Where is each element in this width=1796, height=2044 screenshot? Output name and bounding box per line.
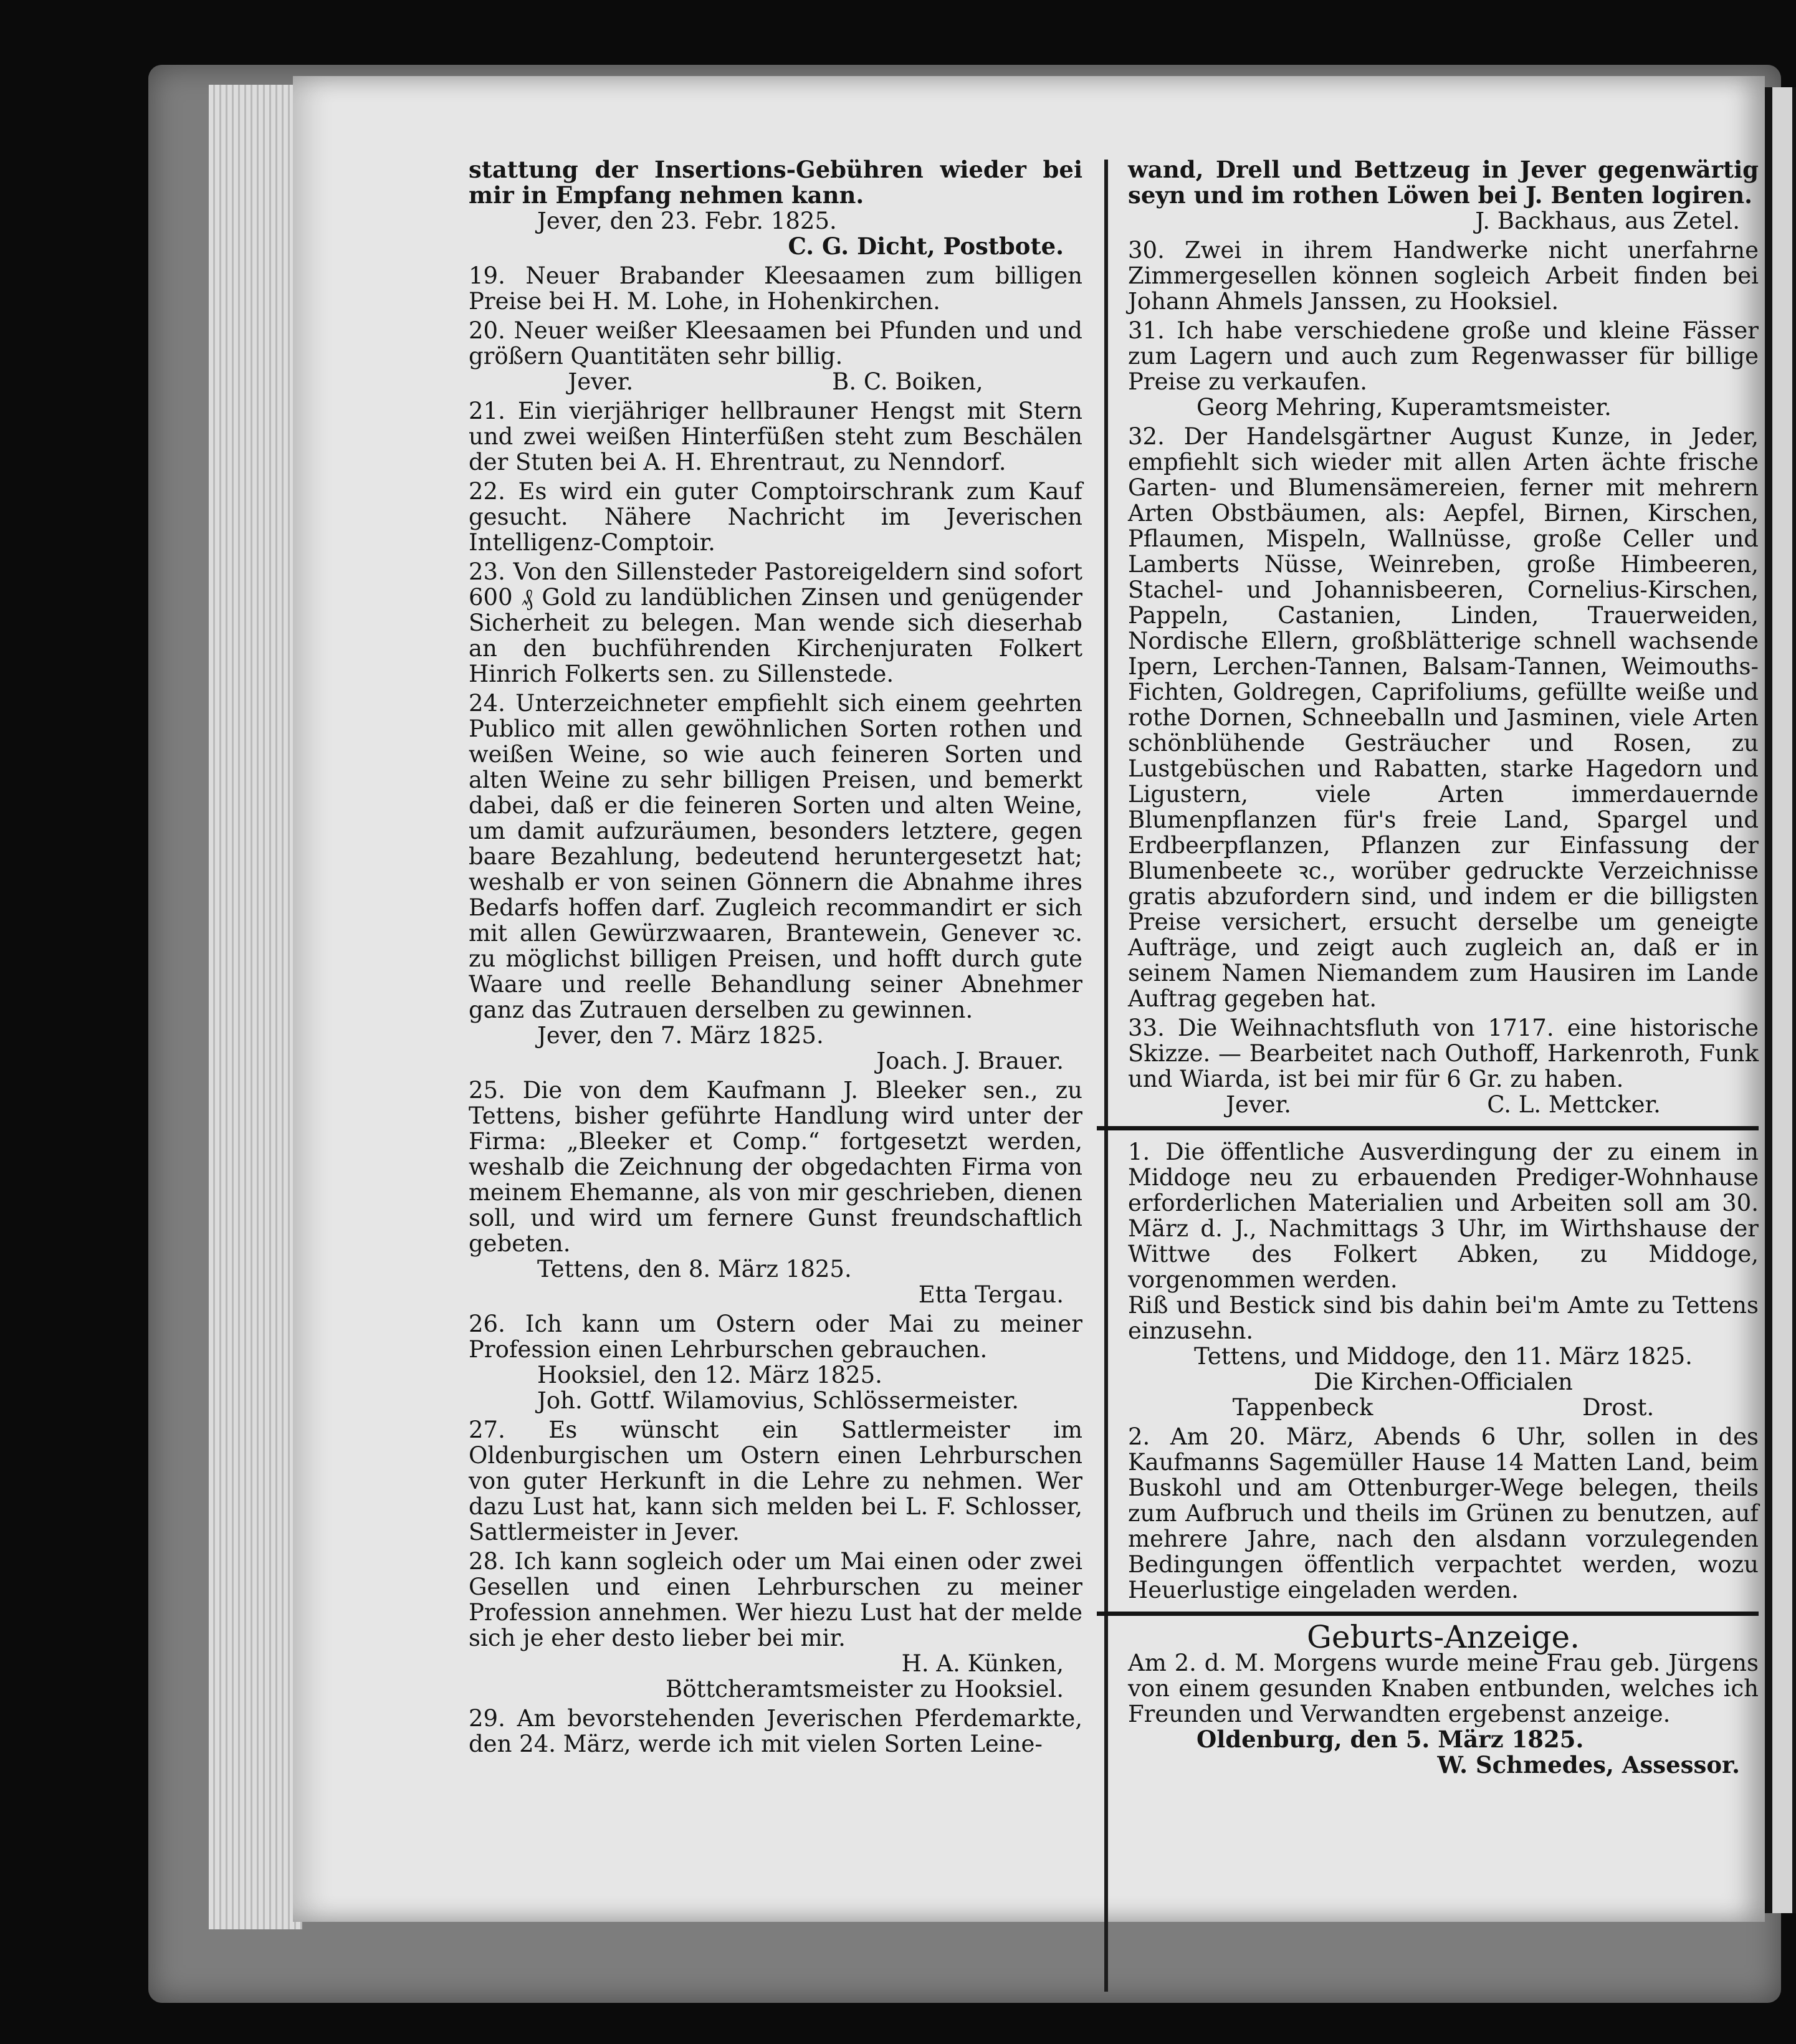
notice-place: Jever. <box>568 368 634 395</box>
notice-text: stattung der Insertions-Gebühren wieder bei mir in Empfang nehmen kann. <box>469 156 1082 209</box>
notice-text: 19. Neuer Brabander Kleesaamen zum billigen Preise bei H. M. Lohe, in Hohenkirchen. <box>469 262 1082 315</box>
notice-text: 32. Der Handelsgärtner August Kunze, in Jeder, empfiehlt sich wieder mit allen Arten ächte frische Garten- und Blumensämereien, ferner mit mehrern Arten Obstbäumen, als: Aepfel, Birnen, Kirschen, Pflaumen, Mispeln, Wallnüsse, große Celler und Lamberts Nüsse, Weinreben, große Himbeeren, Stachel- und Johannisbeeren, Cornelius-Kirschen, Pappeln, Castanien, Linden, Trauerweiden, Nordische Ellern, großblätterige schnell wachsende Ipern, Lerchen-Tannen, Balsam-Tannen, Weimouths-Fichten, Goldregen, Caprifoliums, gefüllte weiße und rothe Dornen, Schneeballn und Jasminen, viele Arten schönblühende Gesträucher und Rosen, zu Lustgebüschen und Rabatten, starke Hagedorn und Ligustern, viele Arten immerdauernde Blumenpflanzen für's freie Land, Spargel und Erdbeerpflanzen, Pflanzen zur Einfassung der Blumenbeete ꝛc., worüber gedruckte Verzeichnisse gratis abzufordern sind, und indem er die billigsten Preise versichert, ersucht derselbe um geneigte Aufträge, und zeigt auch zugleich an, daß er in seinem Namen Niemandem zum Hausiren im Lande Auftrag gegeben hat. <box>1128 423 1759 1012</box>
notice-text: Riß und Bestick sind bis dahin bei'm Amte zu Tettens einzusehn. <box>1128 1292 1759 1344</box>
notice-text: 20. Neuer weißer Kleesaamen bei Pfunden und und größern Quantitäten sehr billig. <box>469 317 1082 370</box>
notice-signature-title: Böttcheramtsmeister zu Hooksiel. <box>666 1676 1064 1703</box>
notice-text: 26. Ich kann um Ostern oder Mai zu meiner Profession einen Lehrburschen gebrauchen. <box>469 1311 1082 1363</box>
notice-27 <box>469 1417 1082 1545</box>
notice-place-date: Jever, den 23. Febr. 1825. <box>537 208 837 234</box>
notice-text: 2. Am 20. März, Abends 6 Uhr, sollen in des Kaufmanns Sagemüller Hause 14 Matten Land, beim Buskohl und am Ottenburger-Wege belegen, theils zum Aufbruch und theils im Grünen zu benutzen, auf mehrere Jahre, nach den alsdann vorzulegenden Bedingungen öffentlich verpachtet werden, wozu Heuerlustige eingeladen werden. <box>1128 1423 1759 1603</box>
notice-signers-title: Die Kirchen-Officialen <box>1314 1368 1573 1395</box>
right-column <box>1128 157 1759 1782</box>
notice-25 <box>469 1077 1082 1307</box>
notice-place-date: Tettens, den 8. März 1825. <box>537 1256 852 1282</box>
notice-text: 28. Ich kann sogleich oder um Mai einen oder zwei Gesellen und einen Lehrburschen zu meiner Profession annehmen. Wer hiezu Lust hat der melde sich je eher desto lieber bei mir. <box>469 1548 1082 1651</box>
notice-text: 24. Unterzeichneter empfiehlt sich einem geehrten Publico mit allen gewöhnlichen Sorten rothen und weißen Weine, so wie auch feineren Sorten und alten Weine zu sehr billigen Preisen, und bemerkt dabei, daß er die feineren Sorten und alten Weine, um damit aufzuräumen, besonders letztere, gegen baare Bezahlung, bedeutend heruntergesetzt hat; weshalb er von seinen Gönnern die Abnahme ihres Bedarfs hoffen darf. Zugleich recommandirt er sich mit allen Gewürzwaaren, Brantewein, Genever ꝛc. zu möglichst billigen Preisen, und hofft durch gute Waare und reelle Behandlung seiner Abnehmer ganz das Zutrauen derselben zu gewinnen. <box>469 690 1082 1023</box>
notice-21 <box>469 398 1082 475</box>
notice-signature: Joh. Gottf. Wilamovius, Schlössermeister. <box>537 1387 1019 1414</box>
notice-place-date: Oldenburg, den 5. März 1825. <box>1197 1726 1584 1753</box>
notice-text: 22. Es wird ein guter Comptoirschrank zum Kauf gesucht. Nähere Nachricht im Jeverischen Intelligenz-Comptoir. <box>469 478 1082 556</box>
notice-signature: Joach. J. Brauer. <box>876 1048 1064 1074</box>
section-title: Geburts-Anzeige. <box>1306 1619 1580 1655</box>
birth-announcement <box>1128 1619 1759 1779</box>
notice-continuation-postbote <box>469 157 1082 259</box>
notice-place: Jever. <box>1226 1091 1292 1118</box>
notice-text: Am 2. d. M. Morgens wurde meine Frau geb. Jürgens von einem gesunden Knaben entbunden, welches ich Freunden und Verwandten ergebenst anzeige. <box>1128 1650 1759 1727</box>
notice-29 <box>469 1706 1082 1757</box>
facing-page-edge <box>1765 87 1796 1913</box>
notice-text: 1. Die öffentliche Ausverdingung der zu einem in Middoge neu zu erbauenden Prediger-Wohnhause erforderlichen Materialien und Arbeiten soll am 30. März d. J., Nachmittags 3 Uhr, im Wirthshause der Wittwe des Folkert Abken, zu Middoge, vorgenommen werden. <box>1128 1139 1759 1293</box>
notice-signature: Georg Mehring, Kuperamtsmeister. <box>1197 394 1612 421</box>
notice-32 <box>1128 424 1759 1011</box>
page-edges <box>209 85 302 1929</box>
notice-signature: J. Backhaus, aus Zetel. <box>1475 208 1740 234</box>
notice-text: 33. Die Weihnachtsfluth von 1717. eine historische Skizze. — Bearbeitet nach Outhoff, Harkenroth, Funk und Wiarda, ist bei mir für 6 Gr. zu haben. <box>1128 1015 1759 1092</box>
official-notice-1 <box>1128 1139 1759 1420</box>
section-rule <box>1097 1612 1759 1616</box>
signer-name: Drost. <box>1582 1394 1655 1421</box>
notice-19 <box>469 263 1082 314</box>
notice-place-date: Hooksiel, den 12. März 1825. <box>537 1362 882 1388</box>
notice-signature: B. C. Boiken, <box>832 368 983 395</box>
notice-31 <box>1128 318 1759 420</box>
notice-24 <box>469 690 1082 1074</box>
notice-text: 29. Am bevorstehenden Jeverischen Pferdemarkte, den 24. März, werde ich mit vielen Sorten Leine- <box>469 1705 1082 1757</box>
section-rule <box>1097 1126 1759 1130</box>
notice-29-continuation <box>1128 157 1759 234</box>
notice-place-date: Jever, den 7. März 1825. <box>537 1022 824 1049</box>
notice-text: 31. Ich habe verschiedene große und kleine Fässer zum Lagern und auch zum Regenwasser für billige Preise zu verkaufen. <box>1128 317 1759 395</box>
notice-text: wand, Drell und Bettzeug in Jever gegenwärtig seyn und im rothen Löwen bei J. Benten logiren. <box>1128 156 1759 209</box>
notice-23 <box>469 559 1082 687</box>
signer-name: Tappenbeck <box>1232 1394 1373 1421</box>
official-notice-2 <box>1128 1424 1759 1603</box>
facing-page-slip <box>1772 87 1792 1913</box>
notice-text: 23. Von den Sillensteder Pastoreigeldern sind sofort 600 ₰ Gold zu landüblichen Zinsen und genügender Sicherheit zu belegen. Man wende sich dieserhab an den buchführenden Kirchenjuraten Folkert Hinrich Folkerts sen. zu Sillenstede. <box>469 558 1082 687</box>
notice-26 <box>469 1311 1082 1413</box>
column-divider <box>1104 160 1108 1992</box>
notice-signature: Etta Tergau. <box>918 1281 1064 1308</box>
notice-signature: C. G. Dicht, Postbote. <box>788 232 1064 260</box>
notice-text: 27. Es wünscht ein Sattlermeister im Oldenburgischen um Ostern einen Lehrburschen von guter Herkunft in die Lehre zu nehmen. Wer dazu Lust hat, kann sich melden bei L. F. Schlosser, Sattlermeister in Jever. <box>469 1416 1082 1545</box>
notice-place-date: Tettens, und Middoge, den 11. März 1825. <box>1194 1343 1693 1370</box>
notice-text: 25. Die von dem Kaufmann J. Bleeker sen., zu Tettens, bisher geführte Handlung wird unter der Firma: „Bleeker et Comp.“ fortgesetzt werden, weshalb die Zeichnung der obgedachten Firma von meinem Ehemanne, als von mir geschrieben, dienen soll, und wird um fernere Gunst freundschaftlich gebeten. <box>469 1077 1082 1257</box>
notice-28 <box>469 1549 1082 1702</box>
notice-20 <box>469 318 1082 394</box>
notice-text: 30. Zwei in ihrem Handwerke nicht unerfahrne Zimmergesellen können sogleich Arbeit finden bei Johann Ahmels Janssen, zu Hooksiel. <box>1128 237 1759 315</box>
notice-33 <box>1128 1015 1759 1117</box>
notice-signature: C. L. Mettcker. <box>1487 1091 1661 1118</box>
notice-signature: W. Schmedes, Assessor. <box>1437 1751 1740 1779</box>
left-column <box>469 157 1082 1760</box>
notice-signature: H. A. Künken, <box>901 1650 1064 1677</box>
notice-text: 21. Ein vierjähriger hellbrauner Hengst mit Stern und zwei weißen Hinterfüßen steht zum Beschälen der Stuten bei A. H. Ehrentraut, zu Nenndorf. <box>469 398 1082 475</box>
notice-22 <box>469 479 1082 555</box>
notice-30 <box>1128 237 1759 314</box>
